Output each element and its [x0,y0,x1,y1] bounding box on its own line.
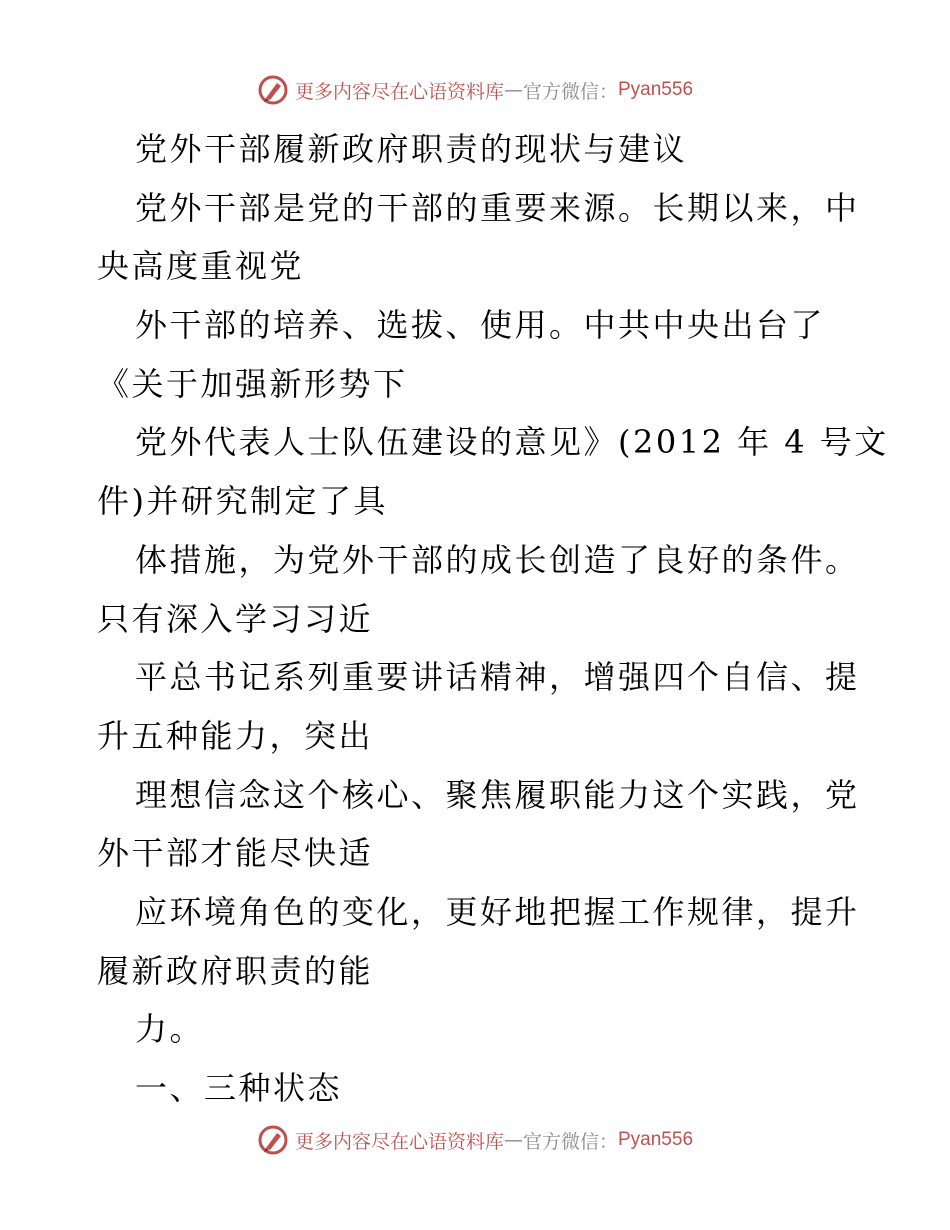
text-line: 力。 [135,1010,205,1049]
header-wechat-account: Pyan556 [618,79,694,100]
text-line: 党外干部履新政府职责的现状与建议 [135,130,688,168]
footer-promo-text: 更多内容尽在心语资料库 [294,1130,504,1153]
text-line: 党外干部是党的干部的重要来源。长期以来，中 [135,188,860,227]
text-line: 《关于加强新形势下 [97,364,408,403]
header-dash: — [503,79,523,101]
text-line: 央高度重视党 [97,247,305,286]
footer-dash: — [503,1129,523,1151]
document-body [97,120,889,1118]
footer-banner [0,1120,950,1160]
text-line: 体措施，为党外干部的成长创造了良好的条件。 [135,540,860,579]
text-line: 应环境角色的变化，更好地把握工作规律，提升 [135,892,860,931]
text-line: 一、三种状态 [135,1069,343,1107]
header-promo-text: 更多内容尽在心语资料库 [294,80,504,103]
text-line: 理想信念这个核心、聚焦履职能力这个实践，党 [135,775,860,814]
text-line: 只有深入学习习近 [97,599,374,638]
text-line: 平总书记系列重要讲话精神，增强四个自信、提 [135,658,860,697]
pen-circle-logo-icon [257,74,289,106]
text-line: 外干部的培养、选拔、使用。中共中央出台了 [135,306,826,345]
pen-circle-logo-icon [257,1124,289,1156]
header-banner [0,70,950,110]
text-line: 件)并研究制定了具 [97,482,388,521]
text-line: 履新政府职责的能 [97,951,374,990]
text-line: 外干部才能尽快适 [97,834,374,873]
footer-wechat-account: Pyan556 [618,1129,694,1150]
footer-wechat-label: 官方微信： [522,1130,618,1153]
header-wechat-label: 官方微信： [522,80,618,103]
text-line: 党外代表人士队伍建设的意见》(2012 年 4 号文 [135,423,889,462]
text-line: 升五种能力，突出 [97,716,374,755]
